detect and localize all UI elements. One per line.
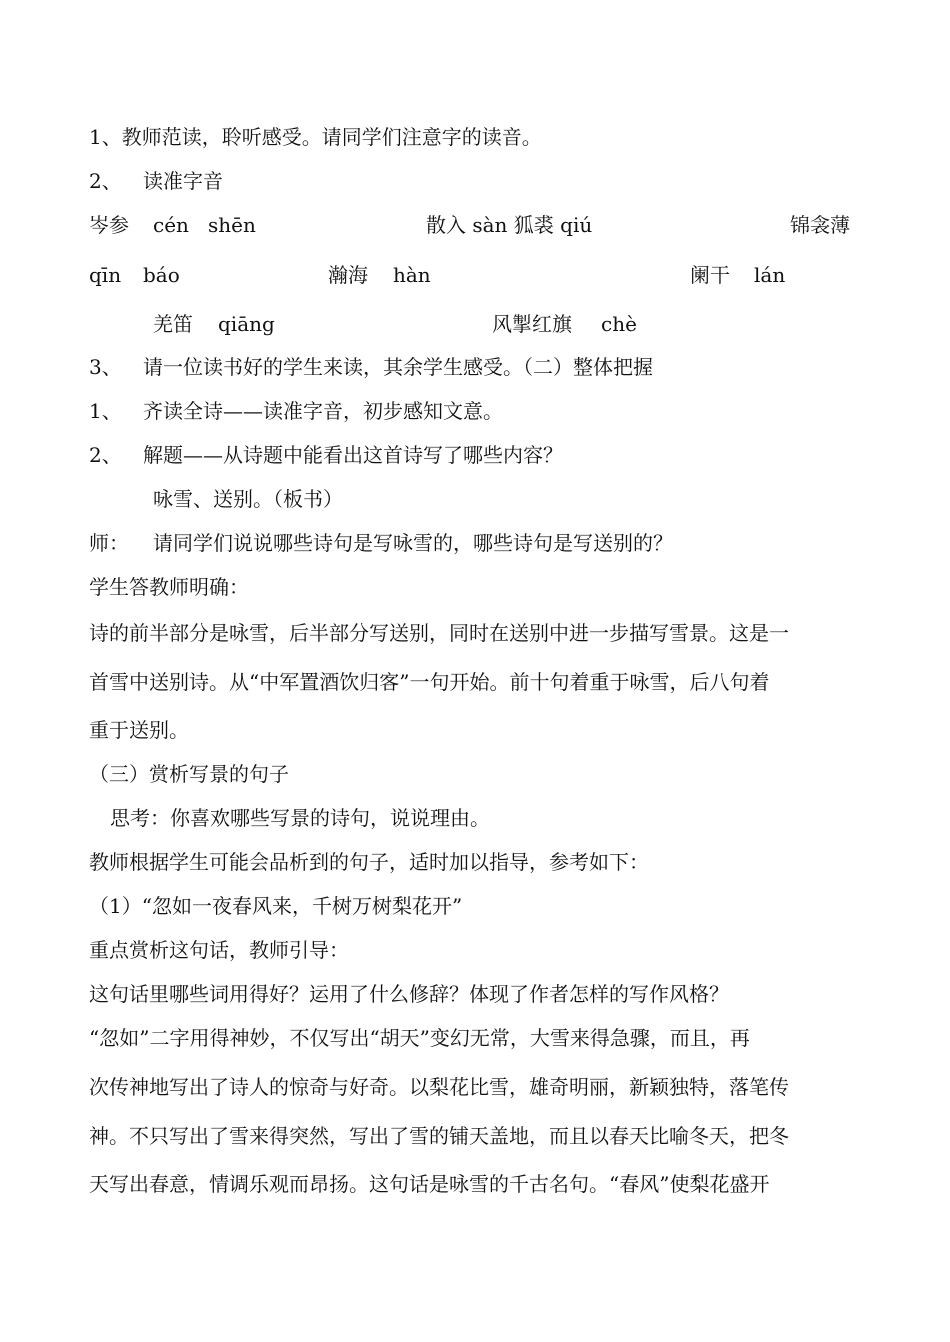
section-heading: （三）赏析写景的句子 — [89, 762, 289, 786]
text-line: 这句话里哪些词用得好？运用了什么修辞？体现了作者怎样的写作风格？ — [89, 982, 729, 1006]
text-line: 1、教师范读，聆听感受。请同学们注意字的读音。 — [89, 125, 542, 149]
pinyin: qiāng — [218, 312, 275, 336]
list-number: 2、 — [89, 443, 122, 467]
text-line: 神。不只写出了雪来得突然，写出了雪的铺天盖地，而且以春天比喻冬天，把冬 — [89, 1124, 789, 1148]
text-line: 重于送别。 — [89, 718, 189, 742]
pinyin: cén — [153, 213, 189, 237]
pinyin: chè — [601, 312, 637, 336]
speaker-label: 师： — [89, 531, 129, 555]
pinyin: shēn — [208, 213, 256, 237]
text-line: 请同学们说说哪些诗句是写咏雪的，哪些诗句是写送别的？ — [153, 531, 673, 555]
vocab-word: 羌笛 — [153, 312, 193, 336]
text-line: 诗的前半部分是咏雪，后半部分写送别，同时在送别中进一步描写雪景。这是一 — [89, 621, 789, 645]
vocab-word: 阑干 — [690, 263, 730, 287]
text-line: 重点赏析这句话，教师引导： — [89, 938, 349, 962]
text-line: 学生答教师明确： — [89, 575, 249, 599]
text-line: 解题——从诗题中能看出这首诗写了哪些内容？ — [143, 443, 563, 467]
text-line: 次传神地写出了诗人的惊奇与好奇。以梨花比雪，雄奇明丽，新颖独特，落笔传 — [89, 1075, 789, 1099]
list-number: 3、 — [89, 355, 122, 379]
text-line: 教师根据学生可能会品析到的句子，适时加以指导，参考如下： — [89, 850, 649, 874]
vocab-word: 瀚海 — [328, 263, 368, 287]
pinyin: hàn — [393, 263, 431, 287]
vocab-word: 岑参 — [89, 213, 129, 237]
pinyin: lán — [754, 263, 786, 287]
text-line: （1）“忽如一夜春风来，千树万树梨花开” — [89, 894, 463, 918]
vocab-word: 风掣红旗 — [492, 312, 572, 336]
text-line: 思考：你喜欢哪些写景的诗句，说说理由。 — [110, 806, 490, 830]
pinyin: qīn — [89, 263, 122, 287]
vocab-word: 散入 sàn 狐裘 qiú — [426, 213, 593, 237]
vocab-word: 锦衾薄 — [790, 213, 850, 237]
text-line: 齐读全诗——读准字音，初步感知文意。 — [143, 399, 503, 423]
pinyin: báo — [143, 263, 180, 287]
text-line: 天写出春意，情调乐观而昂扬。这句话是咏雪的千古名句。“春风”使梨花盛开 — [89, 1172, 770, 1196]
text-line: 首雪中送别诗。从“中军置酒饮归客”一句开始。前十句着重于咏雪，后八句着 — [89, 670, 770, 694]
text-line: “忽如”二字用得神妙，不仅写出“胡天”变幻无常，大雪来得急骤，而且，再 — [89, 1026, 750, 1050]
text-line: 咏雪、送别。（板书） — [153, 487, 343, 511]
text-line: 请一位读书好的学生来读，其余学生感受。（二）整体把握 — [143, 355, 653, 379]
list-number: 1、 — [89, 399, 122, 423]
text-line: 读准字音 — [143, 169, 223, 193]
list-number: 2、 — [89, 169, 122, 193]
